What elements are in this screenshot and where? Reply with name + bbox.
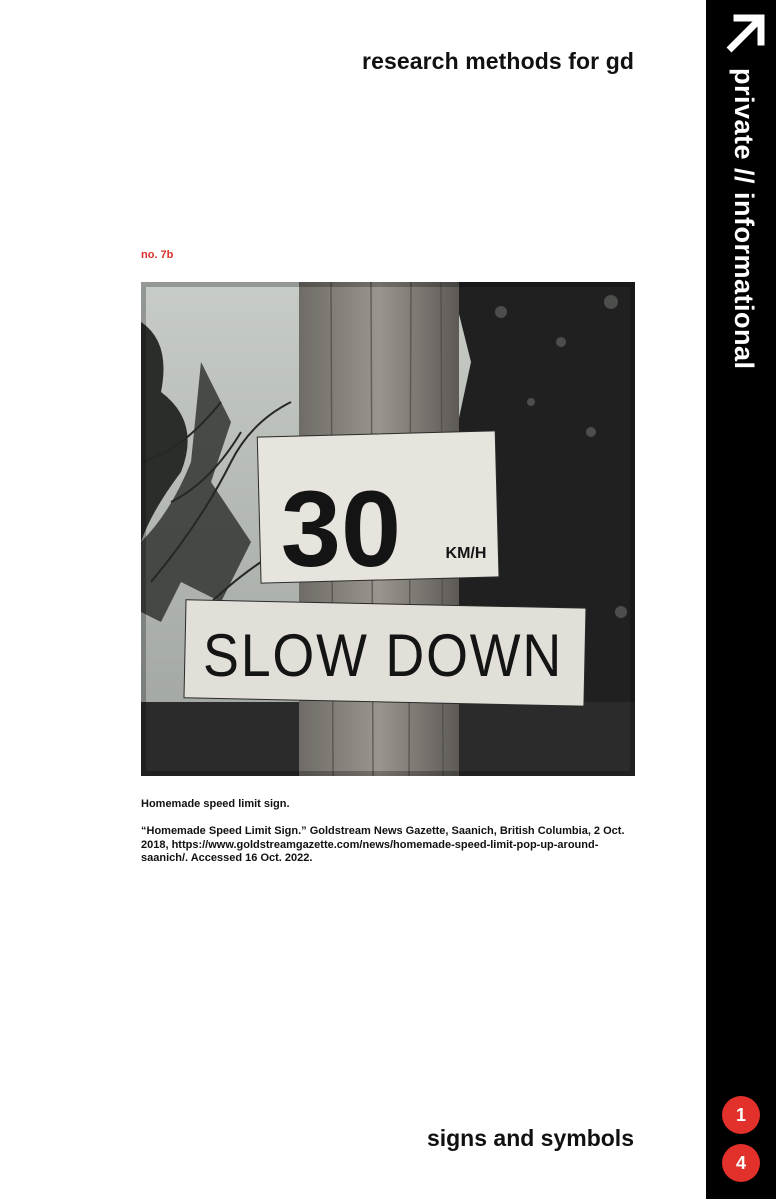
source-citation: “Homemade Speed Limit Sign.” Goldstream News Gazette, Saanich, British Columbia, 2 Oct. 2018, https://www.goldstreamgazette.com/news/homemade-speed-limit-pop-up-around-saanich/. Accessed 16 Oct. 2022. — [141, 825, 625, 864]
sign-speed-unit: KM/H — [445, 545, 487, 562]
sidebar — [706, 0, 776, 1199]
image-caption: Homemade speed limit sign. — [141, 798, 290, 810]
sidebar-vertical-title: private // informational — [729, 68, 759, 370]
page-number-digit: 1 — [722, 1096, 760, 1134]
page-number-digit: 4 — [722, 1144, 760, 1182]
speed-sign-photo — [141, 282, 635, 776]
arrow-up-right-icon — [723, 14, 765, 56]
sign-message: SLOW DOWN — [203, 622, 563, 689]
sign-speed-number: 30 — [280, 468, 402, 589]
section-title: signs and symbols — [426, 1125, 634, 1151]
item-number: no. 7b — [141, 249, 174, 261]
page-title: research methods for gd — [362, 48, 634, 74]
